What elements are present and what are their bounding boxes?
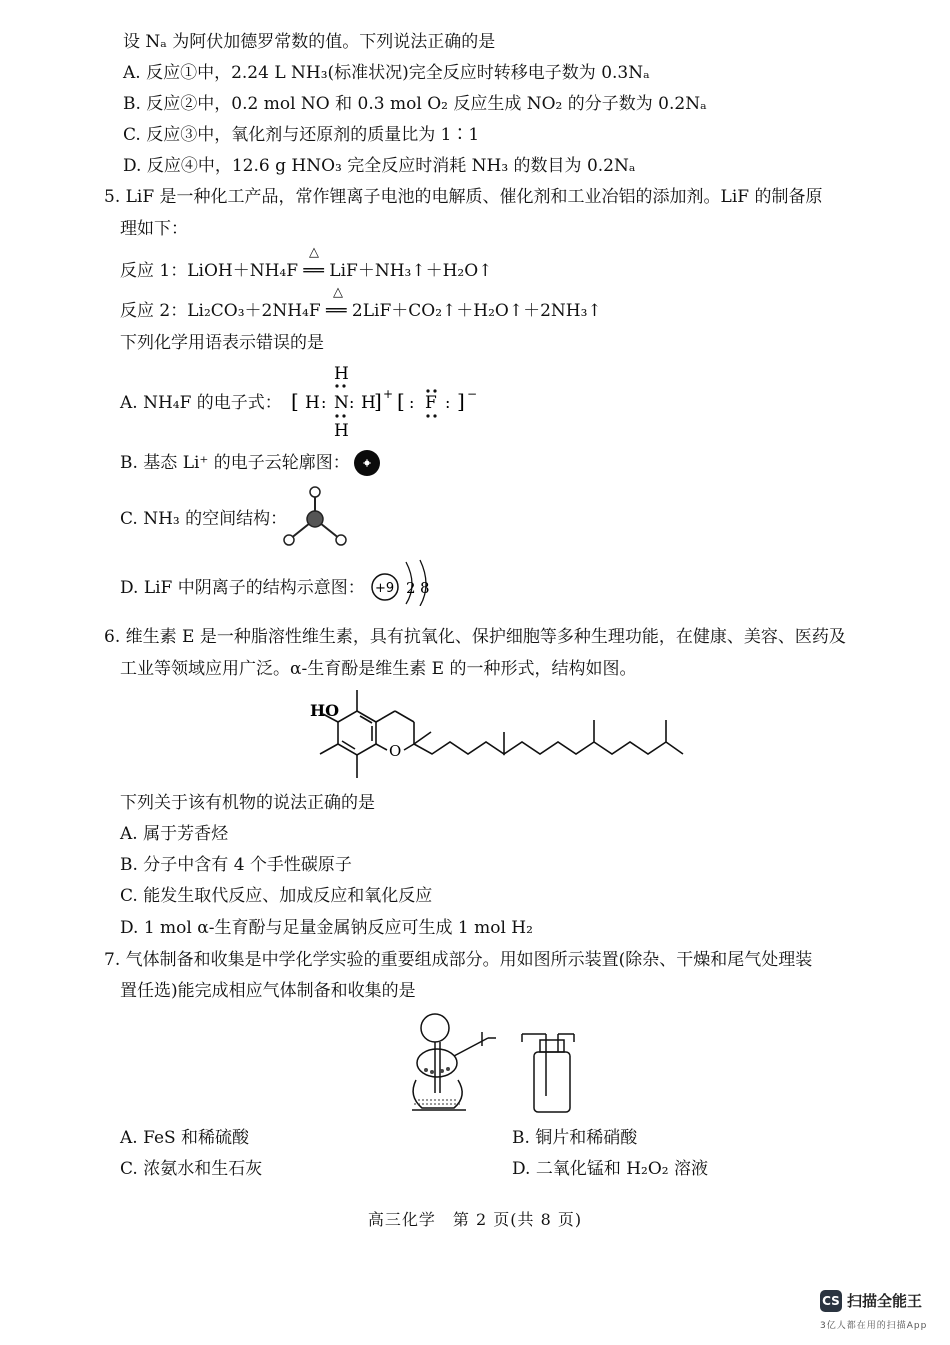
q4-stem: 设 Nₐ 为阿伏加德罗常数的值。下列说法正确的是 [123,32,496,52]
kipp-generator-apparatus [402,1008,582,1118]
q7-option-c: C. 浓氨水和生石灰 [120,1159,263,1179]
q4-option-a: A. 反应①中，2.24 L NH₃(标准状况)完全反应时转移电子数为 0.3Nₐ [123,63,650,83]
svg-text::: : [349,393,355,412]
alpha-tocopherol-structure [305,684,685,784]
fluoride-ion-structure-diagram [368,558,438,606]
camscanner-name: 扫描全能王 [847,1292,923,1310]
q6-option-a: A. 属于芳香烃 [120,824,229,844]
q5-reaction-2: 反应 2：Li₂CO₃＋2NH₄F ══ 2LiF＋CO₂↑＋H₂O↑＋2NH₃↑ [120,301,602,321]
q5-stem-line1: 5. LiF 是一种化工产品，常作锂离子电池的电解质、催化剂和工业冶铝的添加剂。LiF 的制备原 [104,187,823,207]
lewis-h-top: H [334,364,349,384]
q5-option-c: C. NH₃ 的空间结构： [120,509,288,529]
svg-text:]: ] [374,389,382,413]
svg-text:[: [ [397,389,405,413]
camscanner-logo-icon: CS [820,1290,842,1312]
q5-stem-line2: 理如下： [120,219,188,239]
shell-1-electrons: 2 [406,579,416,597]
svg-text:]: ] [457,389,465,413]
q7-stem-line1: 7. 气体制备和收集是中学化学实验的重要组成部分。用如图所示装置(除杂、干燥和尾气处理装 [104,950,813,970]
q6-question: 下列关于该有机物的说法正确的是 [120,793,375,813]
q7-stem-line2: 置任选)能完成相应气体制备和收集的是 [120,981,416,1001]
q6-stem-line1: 6. 维生素 E 是一种脂溶性维生素，具有抗氧化、保护细胞等多种生理功能，在健康、美容、医药及 [104,627,846,647]
q6-option-d: D. 1 mol α-生育酚与足量金属钠反应可生成 1 mol H₂ [120,918,533,938]
page-footer: 高三化学 第 2 页(共 8 页) [367,1210,583,1229]
q5-reaction-1: 反应 1：LiOH＋NH₄F ══ LiF＋NH₃↑＋H₂O↑ [120,261,493,281]
q7-option-d: D. 二氧化锰和 H₂O₂ 溶液 [512,1159,709,1179]
nh3-ball-stick-model [280,484,350,548]
shell-2-electrons: 8 [420,579,430,597]
li-ion-electron-cloud [352,448,382,478]
nucleus-charge: +9 [375,581,395,596]
q6-stem-line2: 工业等领域应用广泛。α-生育酚是维生素 E 的一种形式，结构如图。 [120,659,637,679]
lewis-f: F [425,393,437,413]
q5-reaction-2-heat: △ [333,285,343,300]
q5-option-a: A. NH₄F 的电子式： [120,393,282,413]
ring-oxygen-label: O [389,742,402,760]
q5-reaction-1-heat: △ [309,245,319,260]
nh4f-lewis-structure [285,364,495,442]
q5-question: 下列化学用语表示错误的是 [120,333,324,353]
q4-option-d: D. 反应④中，12.6 g HNO₃ 完全反应时消耗 NH₃ 的数目为 0.2Nₐ [123,156,636,176]
svg-text:[: [ [291,389,299,413]
q4-option-b: B. 反应②中，0.2 mol NO 和 0.3 mol O₂ 反应生成 NO₂ 的分子数为 0.2Nₐ [123,94,707,114]
q5-option-b: B. 基态 Li⁺ 的电子云轮廓图： [120,453,350,473]
camscanner-tagline: 3亿人都在用的扫描App [820,1321,928,1331]
lewis-n: N [334,393,349,413]
lewis-h-bottom: H [334,421,349,441]
svg-text::: : [445,393,451,412]
svg-text::: : [409,393,415,412]
lewis-charge-minus: − [467,387,478,401]
lewis-h-left: H [305,393,320,413]
q4-option-c: C. 反应③中，氧化剂与还原剂的质量比为 1∶1 [123,125,480,145]
q6-option-c: C. 能发生取代反应、加成反应和氧化反应 [120,886,433,906]
q6-option-b: B. 分子中含有 4 个手性碳原子 [120,855,352,875]
q7-option-a: A. FeS 和稀硫酸 [120,1128,250,1148]
hydroxyl-label: HO [310,701,340,720]
lewis-charge-plus: + [383,387,394,401]
lewis-h-right: H [361,393,376,413]
q7-option-b: B. 铜片和稀硝酸 [512,1128,638,1148]
q5-option-d: D. LiF 中阴离子的结构示意图： [120,578,365,598]
svg-text::: : [321,393,327,412]
